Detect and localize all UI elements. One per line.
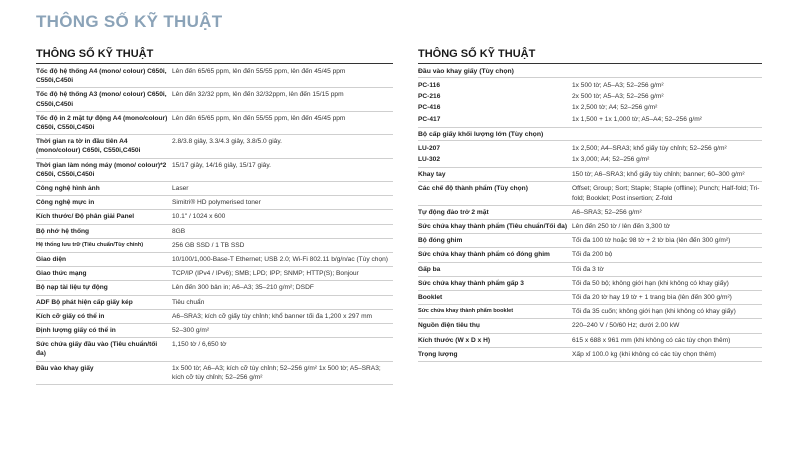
spec-row — [36, 267, 393, 281]
spec-row — [36, 135, 393, 158]
spec-label: PC-417 — [418, 115, 441, 123]
spec-row — [418, 154, 762, 165]
spec-row — [418, 91, 762, 102]
spec-label: Tốc độ in 2 mặt tự động A4 (mono/colour) C650i, C550i,C450i — [36, 114, 168, 132]
spec-row — [418, 277, 762, 291]
left-spec-rows — [36, 65, 393, 385]
spec-row — [418, 143, 762, 154]
spec-label: PC-416 — [418, 104, 441, 112]
spec-value: Tối đa 3 tờ — [572, 265, 604, 273]
spec-label: Các chế độ thành phẩm (Tùy chọn) — [418, 185, 528, 193]
spec-row — [418, 248, 762, 262]
spec-value: 8GB — [172, 227, 186, 235]
spec-row — [36, 159, 393, 182]
spec-value: Tối đa 20 tờ hay 19 tờ + 1 trang bìa (lên đến 300 g/m²) — [572, 294, 732, 302]
spec-label: Sức chứa giấy đầu vào (Tiêu chuẩn/tối đa) — [36, 341, 158, 358]
spec-label: Kích thước/ Độ phân giải Panel — [36, 213, 135, 221]
spec-value: 52–300 g/m² — [172, 327, 210, 335]
spec-label: Kích thước (W x D x H) — [418, 336, 491, 344]
spec-label: Gấp ba — [418, 265, 441, 273]
spec-value: A6–SRA3; kích cỡ giấy tùy chỉnh; khổ banner tối đa 1,200 x 297 mm — [172, 312, 373, 320]
spec-value: 2.8/3.8 giây, 3.3/4.3 giây, 3.8/5.0 giây. — [172, 138, 282, 146]
spec-label: Tốc độ hệ thống A4 (mono/ colour) C650i, C550i,C450i — [36, 68, 167, 85]
spec-row — [418, 348, 762, 362]
spec-value: Tối đa 100 tờ hoặc 98 tờ + 2 tờ bìa (lên đến 300 g/m²) — [572, 237, 731, 245]
spec-value: 1x 2,500; A4–SRA3; khổ giấy tùy chỉnh; 52–256 g/m² — [572, 144, 727, 152]
right-spec-column — [418, 48, 762, 362]
spec-value: Simitri® HD polymerised toner — [172, 199, 261, 207]
spec-row — [36, 196, 393, 210]
spec-label: Sức chứa khay thành phẩm có đóng ghim — [418, 251, 550, 259]
spec-value: Lên đến 32/32 ppm, lên đến 32/32ppm, lên đến 15/15 ppm — [172, 91, 344, 99]
spec-label: Bộ nạp tài liệu tự động — [36, 284, 108, 292]
spec-value: Lên đến 65/65 ppm, lên đến 55/55 ppm, lên đến 45/45 ppm — [172, 68, 346, 75]
spec-label: Nguồn điện tiêu thụ — [418, 322, 480, 330]
spec-row — [36, 296, 393, 310]
spec-row — [36, 239, 393, 253]
spec-value: A6–SRA3; 52–256 g/m² — [572, 208, 642, 216]
right-spec-rows — [418, 168, 762, 362]
spec-row — [418, 234, 762, 248]
spec-row — [36, 324, 393, 338]
spec-value: 1x 500 tờ; A5–A3; 52–256 g/m² — [572, 82, 664, 89]
spec-label: Sức chứa khay thành phẩm gấp 3 — [418, 279, 524, 287]
spec-label: LU-302 — [418, 156, 440, 164]
spec-label: PC-216 — [418, 93, 441, 101]
spec-value: Xấp xỉ 100.0 kg (khi không có các tùy chọn thêm) — [572, 350, 717, 358]
spec-label: Khay tay — [418, 171, 446, 179]
spec-row — [36, 65, 393, 88]
spec-value: Offset; Group; Sort; Staple; Staple (offline); Punch; Half-fold; Tri-fold; Booklet; Post insertion; Z-fold — [572, 185, 760, 202]
left-spec-column — [36, 48, 393, 385]
spec-label: Hệ thống lưu trữ (Tiêu chuẩn/Tùy chỉnh) — [36, 241, 144, 248]
spec-value: 2x 500 tờ; A5–A3; 52–256 g/m² — [572, 93, 664, 101]
spec-label: Tốc độ hệ thống A3 (mono/ colour) C650i, C550i,C450i — [36, 91, 167, 108]
spec-value: 10.1" / 1024 x 600 — [172, 213, 226, 221]
spec-value: 615 x 688 x 961 mm (khi không có các tùy chọn thêm) — [572, 336, 731, 344]
spec-value: 150 tờ; A6–SRA3; khổ giấy tùy chỉnh; banner; 60–300 g/m² — [572, 171, 745, 179]
spec-row — [418, 80, 762, 91]
spec-value: 1,150 tờ / 6,650 tờ — [172, 341, 227, 349]
spec-value: Laser — [172, 185, 189, 193]
spec-value: 1x 1,500 + 1x 1,000 tờ; A5–A4; 52–256 g/m² — [572, 115, 702, 123]
spec-label: Trọng lượng — [418, 350, 458, 358]
spec-label: Kích cỡ giấy có thể in — [36, 312, 105, 320]
spec-label: Công nghệ hình ảnh — [36, 185, 100, 193]
spec-value: 1x 500 tờ; A6–A3; kích cỡ tùy chỉnh; 52–256 g/m² 1x 500 tờ; A5–SRA3; kích cỡ tùy chỉnh; 52–256 g/m² — [172, 364, 381, 381]
spec-row — [36, 310, 393, 324]
spec-label: ADF Bộ phát hiện cấp giấy kép — [36, 298, 133, 306]
spec-value: Tối đa 35 cuốn; không giới hạn (khi không có khay giấy) — [572, 308, 736, 316]
spec-value: Tiêu chuẩn — [172, 298, 205, 306]
spec-value: Lên đến 300 bản in; A6–A3; 35–210 g/m²; DSDF — [172, 284, 314, 292]
spec-label: Bộ nhớ hệ thống — [36, 227, 90, 235]
spec-row — [36, 112, 393, 135]
spec-label: Đầu vào khay giấy — [36, 364, 94, 372]
spec-row — [36, 210, 393, 224]
spec-value: Tối đa 50 bộ; không giới hạn (khi không có khay giấy) — [572, 279, 729, 287]
spec-value: 220–240 V / 50/60 Hz; dưới 2.00 kW — [572, 322, 680, 330]
paper-tray-options-list — [418, 78, 762, 128]
spec-value: Tối đa 200 bộ — [572, 251, 613, 259]
spec-row — [36, 281, 393, 295]
spec-value: 15/17 giây, 14/16 giây, 15/17 giây. — [172, 161, 271, 169]
spec-row — [36, 338, 393, 361]
large-capacity-heading: Bộ cấp giấy khối lượng lớn (Tùy chọn) — [418, 128, 762, 141]
spec-label: Sức chứa khay thành phẩm (Tiêu chuẩn/Tối đa) — [418, 223, 568, 231]
spec-row — [36, 225, 393, 239]
spec-label: Thời gian làm nóng máy (mono/ colour)*2 C650i, C550i,C450i — [36, 161, 167, 178]
spec-label: Công nghệ mực in — [36, 199, 95, 207]
spec-label: LU-207 — [418, 144, 440, 152]
spec-row — [36, 253, 393, 267]
spec-row — [418, 114, 762, 125]
paper-tray-options-heading: Đầu vào khay giấy (Tùy chọn) — [418, 65, 762, 78]
large-capacity-list — [418, 141, 762, 168]
spec-label: Tự động đảo trở 2 mặt — [418, 208, 489, 216]
spec-value: 1x 3,000; A4; 52–256 g/m² — [572, 156, 650, 164]
spec-value: Lên đến 65/65 ppm, lên đến 55/55 ppm, lên đến 45/45 ppm — [172, 114, 346, 122]
spec-label: Thời gian ra tờ in đầu tiên A4 (mono/colour) C650i, C550i,C450i — [36, 138, 141, 155]
spec-row — [418, 305, 762, 319]
spec-row — [418, 206, 762, 220]
spec-value: Lên đến 250 tờ / lên đến 3,300 tờ — [572, 223, 671, 231]
spec-row — [418, 182, 762, 205]
spec-row — [418, 334, 762, 348]
spec-label: Định lượng giấy có thể in — [36, 327, 116, 335]
left-section-title: THÔNG SỐ KỸ THUẬT — [36, 48, 393, 64]
spec-label: Giao diện — [36, 256, 67, 264]
spec-row — [418, 102, 762, 113]
spec-row — [36, 88, 393, 111]
spec-row — [418, 291, 762, 305]
spec-row — [418, 263, 762, 277]
right-section-title: THÔNG SỐ KỸ THUẬT — [418, 48, 762, 64]
spec-label: Booklet — [418, 294, 443, 302]
spec-label: Giao thức mạng — [36, 270, 87, 278]
spec-row — [36, 362, 393, 385]
spec-label: Sức chứa khay thành phẩm booklet — [418, 308, 514, 315]
spec-value: 1x 2,500 tờ; A4; 52–256 g/m² — [572, 104, 658, 112]
spec-value: 10/100/1,000-Base-T Ethernet; USB 2.0; Wi-Fi 802.11 b/g/n/ac (Tùy chọn) — [172, 256, 388, 264]
spec-row — [418, 319, 762, 333]
spec-label: PC-116 — [418, 82, 440, 89]
page-title: THÔNG SỐ KỸ THUẬT — [36, 12, 223, 31]
spec-row — [36, 182, 393, 196]
spec-row — [418, 220, 762, 234]
spec-value: 256 GB SSD / 1 TB SSD — [172, 241, 245, 249]
spec-value: TCP/IP (IPv4 / IPv6); SMB; LPD; IPP; SNMP; HTTP(S); Bonjour — [172, 270, 359, 278]
spec-row — [418, 168, 762, 182]
spec-label: Bộ đóng ghim — [418, 237, 463, 245]
